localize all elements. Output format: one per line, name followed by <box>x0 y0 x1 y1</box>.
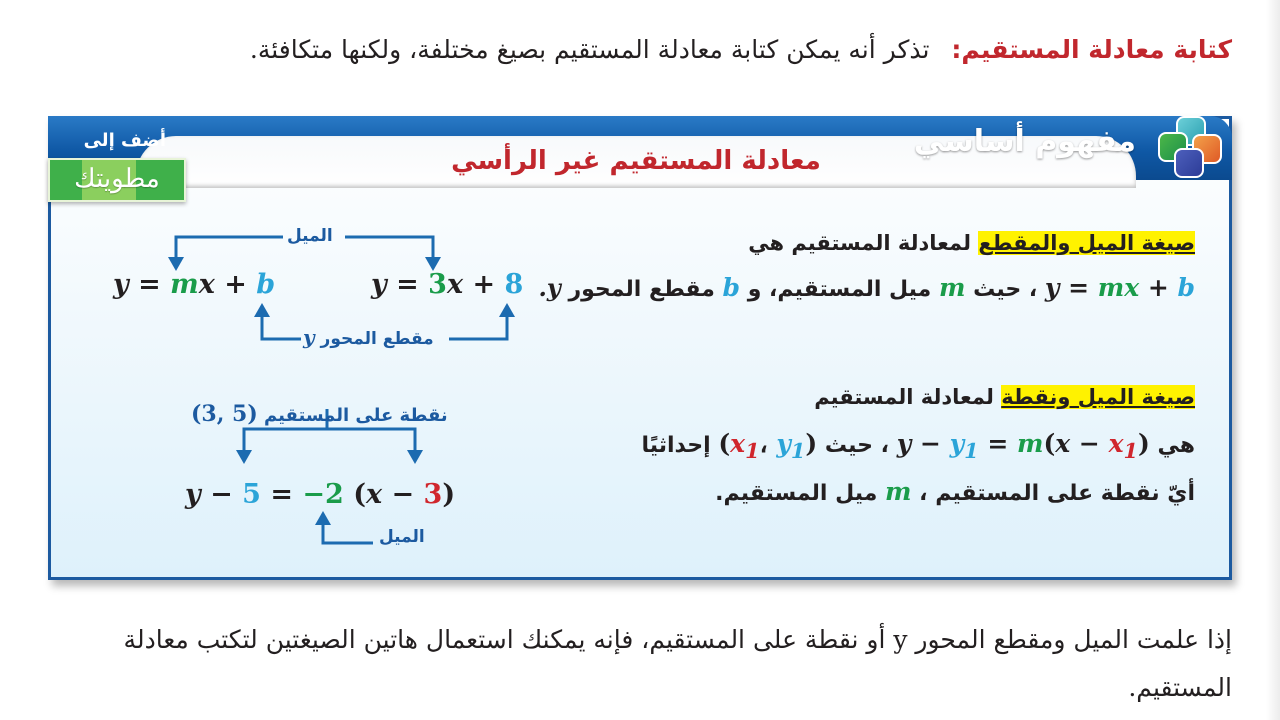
ex-equals: = <box>396 269 419 300</box>
eq-b: b <box>256 269 276 300</box>
ex2-close: ) <box>442 479 456 510</box>
ex-m: 3 <box>428 269 447 300</box>
slope-intercept-formula: y = mx + b <box>1044 273 1195 302</box>
point-label-value: (3, 5) <box>191 401 258 427</box>
point-slope-example-equation <box>185 479 455 510</box>
slope-intercept-highlight: صيغة الميل والمقطع <box>978 231 1195 255</box>
ex2-open: ( <box>353 479 366 510</box>
def-text-3: مقطع المحور <box>568 277 715 302</box>
point-slope-definition-2 <box>715 477 1195 506</box>
diagram2-slope-label: الميل <box>379 527 425 547</box>
ex-x: x <box>446 269 464 300</box>
slope-intercept-heading <box>748 231 1195 255</box>
ex2-x1: 3 <box>423 479 443 510</box>
point-label-text: نقطة على المستقيم <box>264 405 448 426</box>
ex2-equals: = <box>270 479 293 510</box>
example-slope-intercept-equation <box>371 269 523 300</box>
eq-x: x <box>198 269 215 300</box>
def-b: b <box>722 273 741 302</box>
point-slope-highlight: صيغة الميل ونقطة <box>1001 385 1195 409</box>
ps-text-prefix: هي <box>1157 433 1195 458</box>
ex-b: 8 <box>504 269 524 300</box>
intercept-label-var: y <box>303 325 315 349</box>
ps-text-mid: ، حيث <box>824 433 890 458</box>
diagram1-intercept-label <box>303 325 434 349</box>
def-m: m <box>938 273 966 302</box>
key-concept-logo-icon <box>1158 114 1224 180</box>
key-concept-box <box>48 116 1232 580</box>
diagram2-point-label <box>191 401 448 427</box>
point-slope-heading <box>814 385 1195 409</box>
point-slope-definition <box>641 429 1195 463</box>
ex2-y: y <box>185 479 201 510</box>
foldable-banner-text: مطويتك <box>74 164 160 194</box>
slope-intercept-definition <box>538 273 1195 302</box>
key-concept-label: مفهوم أساسي <box>913 124 1136 159</box>
general-slope-intercept-equation <box>113 269 275 300</box>
intercept-label-text: مقطع المحور <box>320 329 434 349</box>
eq-m: m <box>170 269 199 300</box>
diagram1-slope-label: الميل <box>287 226 333 246</box>
intro-text: تذكر أنه يمكن كتابة معادلة المستقيم بصيغ مختلفة، ولكنها متكافئة. <box>249 35 930 64</box>
ex2-y1: 5 <box>242 479 261 510</box>
eq-y: y <box>113 269 129 300</box>
ex2-minus2: − <box>391 479 415 510</box>
ex2-minus1: − <box>210 479 233 510</box>
page-edge-shadow <box>1266 0 1280 720</box>
eq-equals: = <box>138 269 161 300</box>
ps-text-3b: ميل المستقيم. <box>715 481 878 506</box>
ps-text-3a: أيّ نقطة على المستقيم ، <box>919 481 1195 506</box>
ps-text-suffix: إحداثيًا <box>641 433 711 458</box>
ex2-x: x <box>365 479 383 510</box>
concept-title: معادلة المستقيم غير الرأسي <box>451 146 821 176</box>
outro-paragraph: إذا علمت الميل ومقطع المحور y أو نقطة على المستقيم، فإنه يمكنك استعمال هاتين الصيغتين لتكتب معادلة المستقيم. <box>123 625 1232 702</box>
def-y: y. <box>538 273 561 302</box>
point-coordinates: ($x_1،$ $y_1$) <box>718 429 818 463</box>
def-text-2: ميل المستقيم، و <box>747 277 932 302</box>
intro-paragraph <box>132 30 1232 70</box>
slope-intercept-heading-rest: لمعادلة المستقيم هي <box>748 231 971 255</box>
eq-plus: + <box>224 269 247 300</box>
def-text-1: ، حيث <box>973 277 1038 302</box>
ps-m: m <box>885 477 912 506</box>
ex-y: y <box>371 269 387 300</box>
foldable-add-to-label: أضف إلى <box>83 130 166 151</box>
point-slope-heading-rest: لمعادلة المستقيم <box>814 385 994 409</box>
point-slope-formula: $y - y_1 = m(x - x_1)$ <box>896 429 1150 463</box>
ex-plus: + <box>472 269 496 300</box>
intro-lead: كتابة معادلة المستقيم: <box>951 35 1232 64</box>
ex2-m: −2 <box>302 479 344 510</box>
